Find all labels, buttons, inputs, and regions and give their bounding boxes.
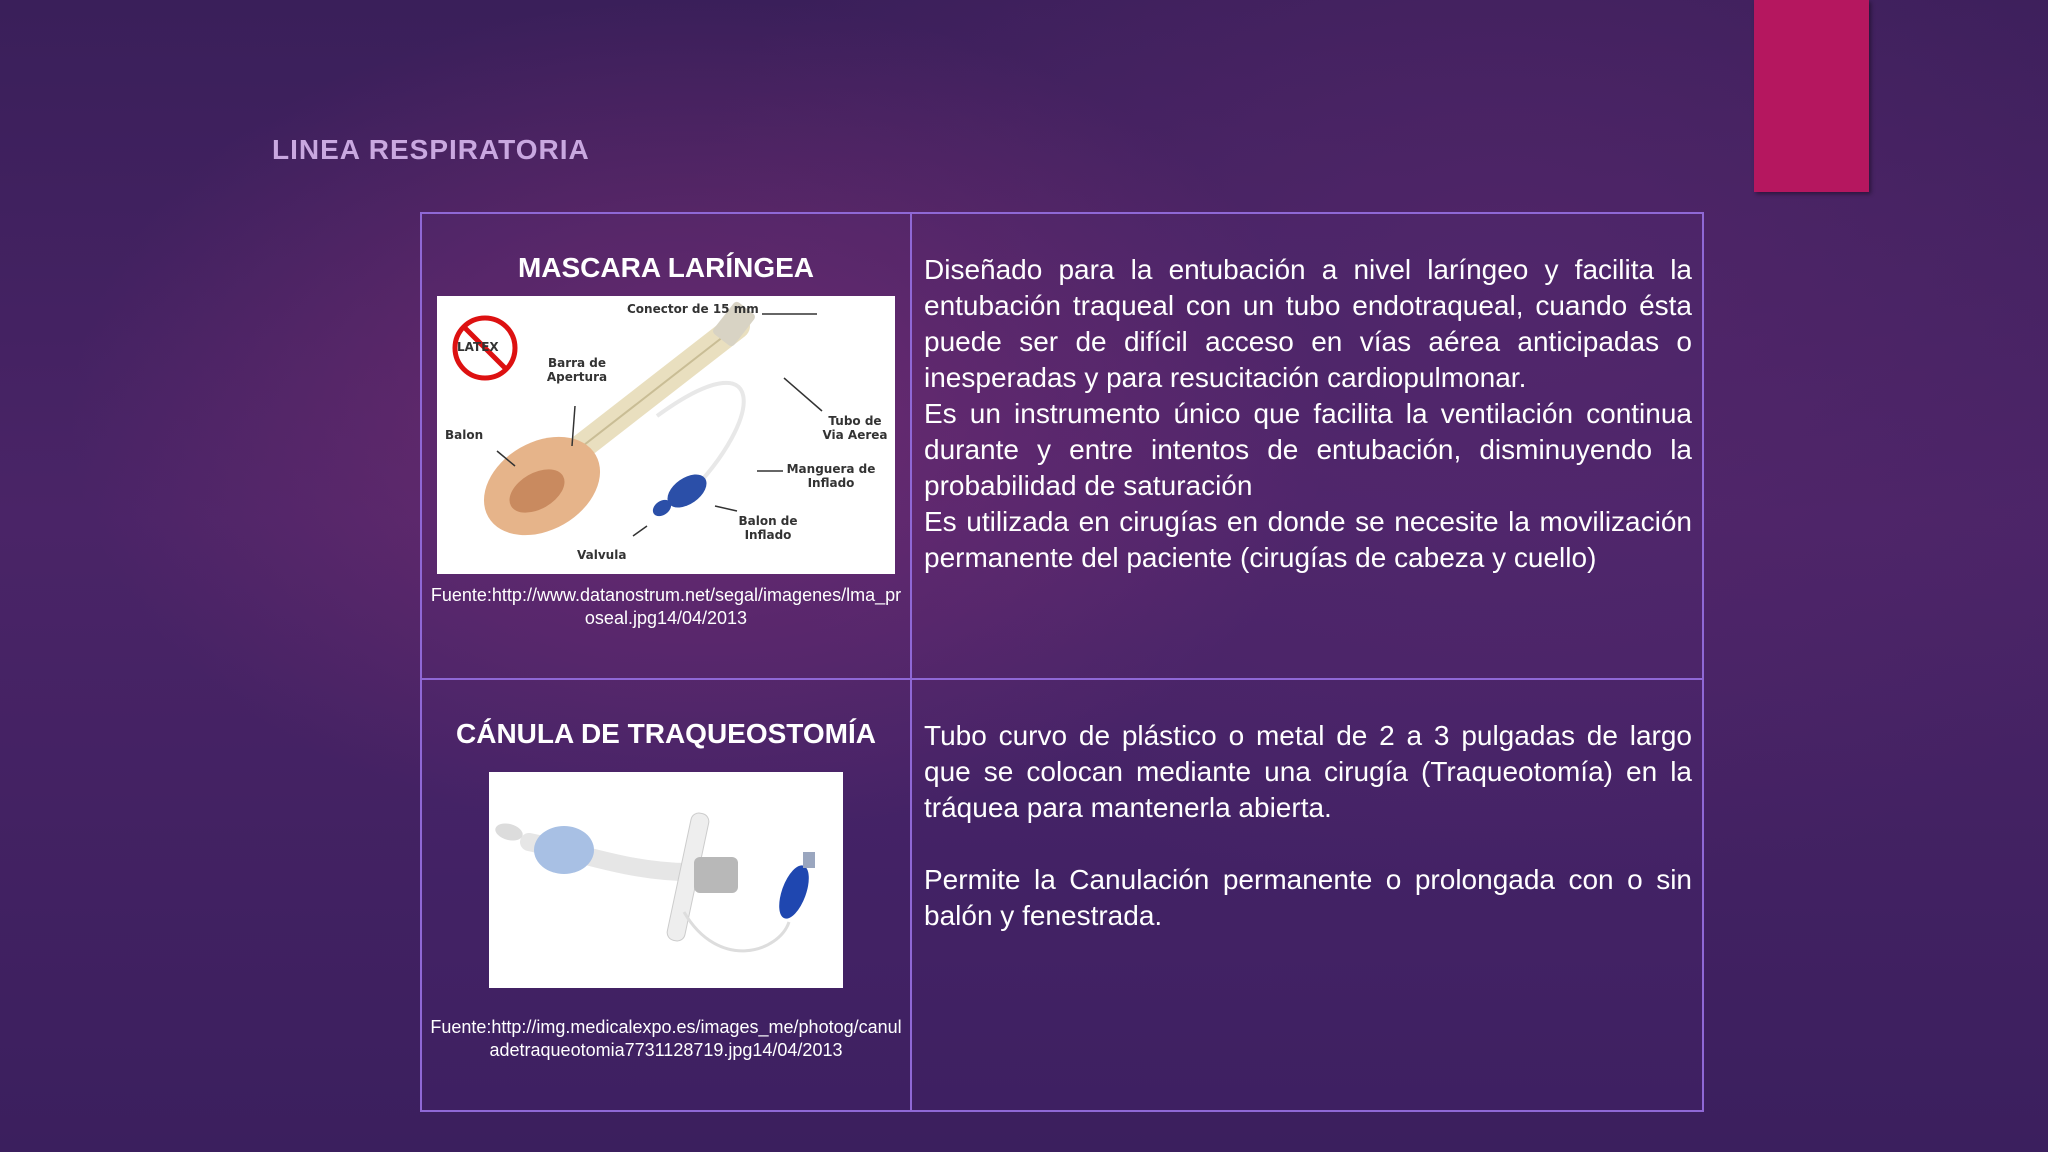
image-label: Tubo de Via Aerea bbox=[822, 414, 888, 442]
image-label: Barra de Apertura bbox=[546, 356, 608, 384]
image-source: Fuente:http://www.datanostrum.net/segal/imagenes/lma_proseal.jpg14/04/2013 bbox=[430, 585, 902, 628]
image-label: Manguera de Inflado bbox=[786, 462, 876, 490]
image-source: Fuente:http://img.medicalexpo.es/images_me/photog/canuladetraqueotomia7731128719.jpg14/04/2013 bbox=[430, 1017, 902, 1060]
item-cell-tracheostomy bbox=[421, 679, 911, 1111]
item-description bbox=[912, 680, 1702, 934]
description-paragraph: Es utilizada en cirugías en donde se necesite la movilización permanente del paciente (cirugías de cabeza y cuello) bbox=[924, 506, 1692, 573]
item-description bbox=[912, 214, 1702, 576]
image-label: Balon de Inflado bbox=[738, 514, 798, 542]
item-description-cell bbox=[911, 679, 1703, 1111]
description-paragraph: Diseñado para la entubación a nivel laríngeo y facilita la entubación traqueal con un tubo endotraqueal, cuando ésta puede ser de difícil acceso en vías aérea anticipadas o inesperadas y para resucitación cardiopulmonar. bbox=[924, 254, 1692, 393]
accent-bar bbox=[1754, 0, 1869, 192]
image-label: Conector de 15 mm bbox=[627, 302, 759, 316]
item-cell-laryngeal-mask bbox=[421, 213, 911, 679]
slide-title: LINEA RESPIRATORIA bbox=[272, 134, 590, 165]
image-label: Valvula bbox=[577, 548, 627, 562]
table-row bbox=[421, 213, 1703, 679]
item-description-cell bbox=[911, 213, 1703, 679]
tracheostomy-cannula-illustration bbox=[489, 772, 843, 988]
description-paragraph: Permite la Canulación permanente o prolongada con o sin balón y fenestrada. bbox=[924, 864, 1692, 931]
content-table bbox=[420, 212, 1704, 1112]
image-label: LATEX bbox=[457, 340, 499, 354]
table-row bbox=[421, 679, 1703, 1111]
laryngeal-mask-image bbox=[437, 296, 895, 574]
item-title: MASCARA LARÍNGEA bbox=[517, 252, 815, 283]
description-paragraph: Tubo curvo de plástico o metal de 2 a 3 pulgadas de largo que se colocan mediante una cirugía (Traqueotomía) en la tráquea para mantenerla abierta. bbox=[924, 720, 1692, 823]
image-label: Balon bbox=[445, 428, 484, 442]
description-paragraph: Es un instrumento único que facilita la ventilación continua durante y entre intentos de entubación, disminuyendo la probabilidad de saturación bbox=[924, 398, 1692, 501]
item-title: CÁNULA DE TRAQUEOSTOMÍA bbox=[456, 718, 876, 749]
paragraph-gap bbox=[924, 826, 1692, 862]
tracheostomy-cannula-image bbox=[489, 772, 843, 988]
